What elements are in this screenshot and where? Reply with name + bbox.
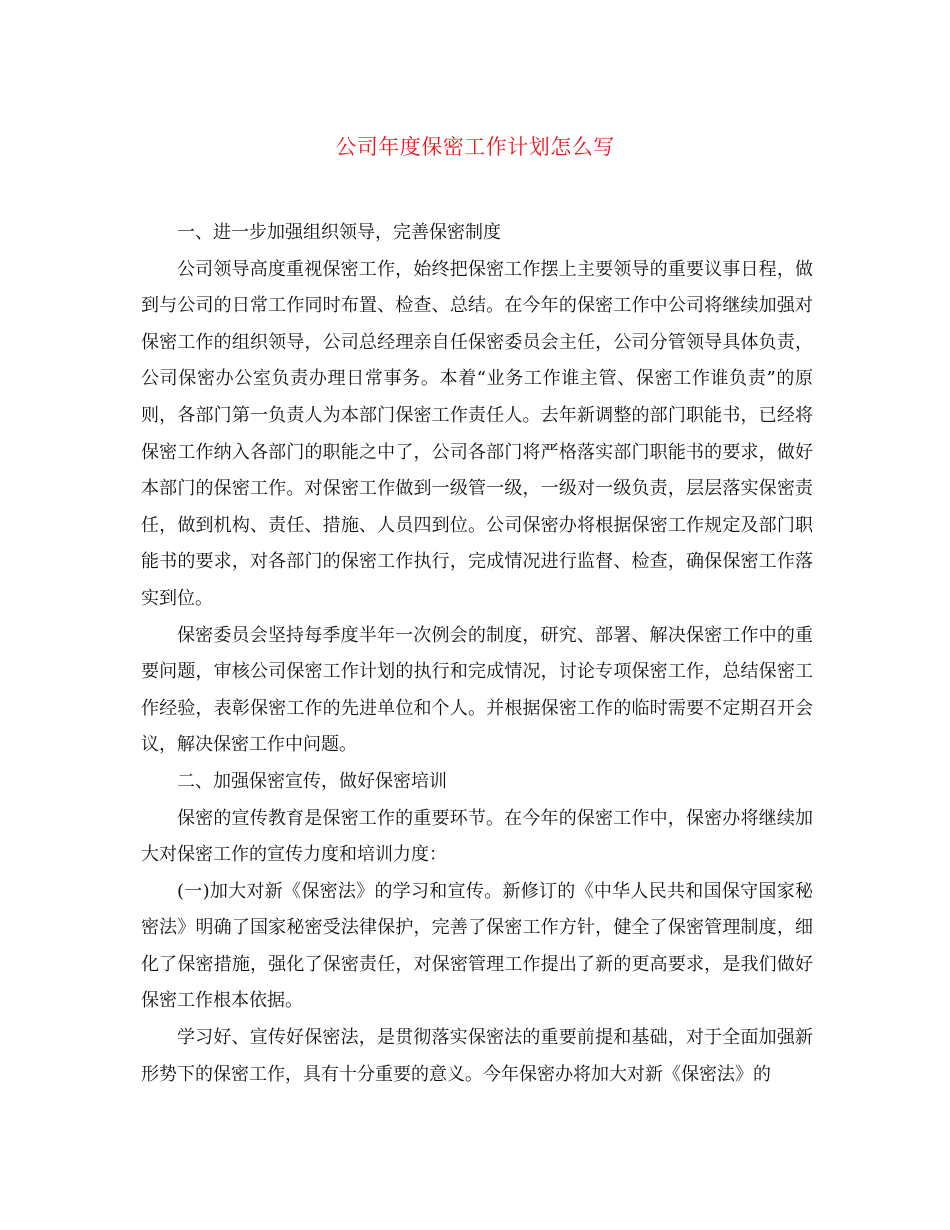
paragraph: (一)加大对新《保密法》的学习和宣传。新修订的《中华人民共和国保守国家秘密法》明确了国家秘密受法律保护，完善了保密工作方针，健全了保密管理制度，细化了保密措施，强化了保密责任，对保密管理工作提出了新的更高要求，是我们做好保密工作根本依据。 <box>141 880 813 1012</box>
section-heading-2: 二、加强保密宣传，做好保密培训 <box>177 770 447 792</box>
document-body <box>141 215 813 1093</box>
section-heading-1: 一、进一步加强组织领导，完善保密制度 <box>177 222 501 243</box>
paragraph: 学习好、宣传好保密法，是贯彻落实保密法的重要前提和基础，对于全面加强新形势下的保密工作，具有十分重要的意义。今年保密办将加大对新《保密法》的 <box>141 1027 813 1085</box>
paragraph: 公司领导高度重视保密工作，始终把保密工作摆上主要领导的重要议事日程，做到与公司的日常工作同时布置、检查、总结。在今年的保密工作中公司将继续加强对保密工作的组织领导，公司总经理亲自任保密委员会主任，公司分管领导具体负责，公司保密办公室负责办理日常事务。本着“业务工作谁主管、保密工作谁负责”的原则，各部门第一负责人为本部门保密工作责任人。去年新调整的部门职能书，已经将保密工作纳入各部门的职能之中了，公司各部门将严格落实部门职能书的要求，做好本部门的保密工作。对保密工作做到一级管一级，一级对一级负责，层层落实保密责任，做到机构、责任、措施、人员四到位。公司保密办将根据保密工作规定及部门职能书的要求，对各部门的保密工作执行，完成情况进行监督、检查，确保保密工作落实到位。 <box>141 258 813 609</box>
document-title: 公司年度保密工作计划怎么写 <box>335 135 615 159</box>
paragraph: 保密的宣传教育是保密工作的重要环节。在今年的保密工作中，保密办将继续加大对保密工作的宣传力度和培训力度： <box>141 807 813 866</box>
paragraph: 保密委员会坚持每季度半年一次例会的制度，研究、部署、解决保密工作中的重要问题，审核公司保密工作计划的执行和完成情况，讨论专项保密工作，总结保密工作经验，表彰保密工作的先进单位和个人。并根据保密工作的临时需要不定期召开会议，解决保密工作中问题。 <box>141 624 813 756</box>
